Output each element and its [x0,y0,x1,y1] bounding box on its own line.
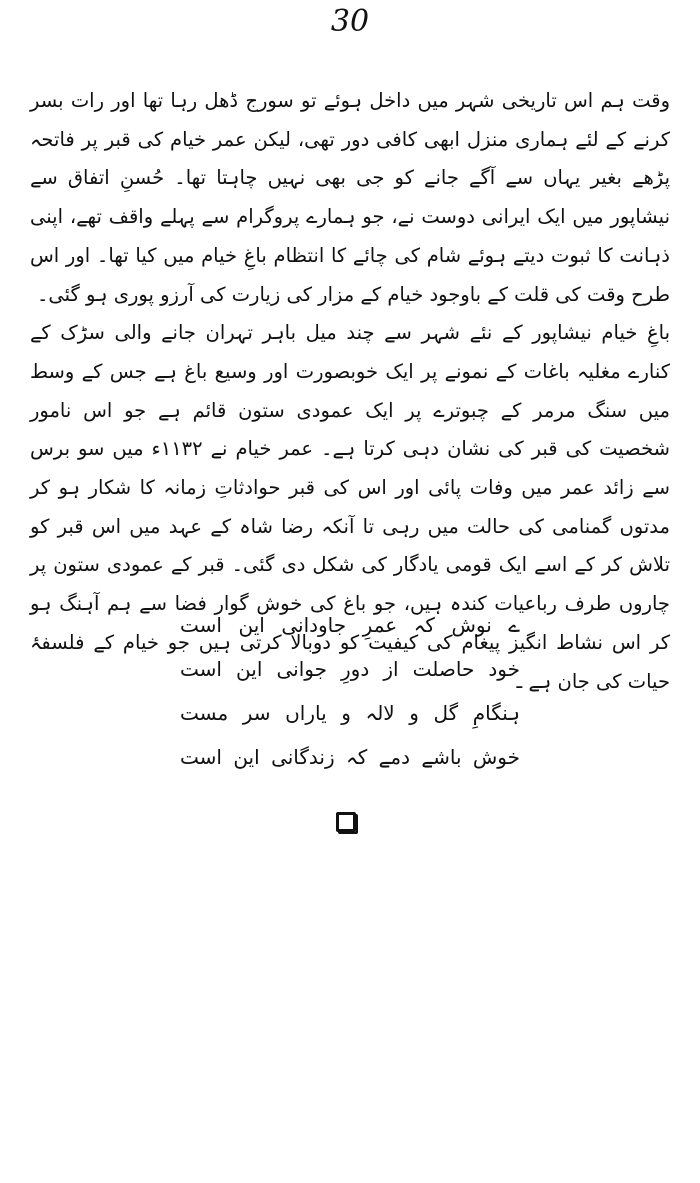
verse-line-1: ے نوش کہ عمرِ جاودانی این است [180,613,520,637]
page-number: 30 [330,4,370,39]
verse-line-3: ہنگامِ گل و لالہ و یاراں سر مست [180,701,520,725]
verse-line-4: خوش باشے دمے کہ زندگانی این است [180,745,520,769]
paragraph-2: باغِ خیام نیشاپور کے نئے شہر سے چند میل باہر تہران جانے والی سڑک کے کنارے مغلیہ باغات کے نمونے پر ایک خوبصورت اور وسیع باغ ہے جس کے وسط میں سنگ مرمر کے چبوترے پر ایک عمودی ستون قائم ہے جو اس نامور شخصیت کی قبر کی نشان دہی کرتا ہے۔ عمر خیام نے ۱۱۳۲ء میں سو برس سے زائد عمر میں وفات پائی اور اس کی قبر حوادثاتِ زمانہ کا شکار ہو کر مدتوں گمنامی کی حالت میں رہی تا آنکہ رضا شاہ کے عہد میں اس قبر کو تلاش کر کے اسے ایک قومی یادگار کی شکل دی گئی۔ قبر کے عمودی ستون پر چاروں طرف رباعیات کندہ ہیں، جو باغ کی خوش گوار فضا سے ہم آہنگ ہو کر اس نشاط انگیز پیغام کی کیفیت کو دوبالا کرتی ہیں جو خیام کے فلسفۂ حیات کی جان ہے ـ [30,321,671,693]
paragraph-1: وقت ہم اس تاریخی شہر میں داخل ہوئے تو سورج ڈھل رہا تھا اور رات بسر کرنے کے لئے ہماری منزل ابھی کافی دور تھی، لیکن عمر خیام کی قبر پر فاتحہ پڑھے بغیر یہاں سے آگے جانے کو جی بھی نہیں چاہتا تھا۔ حُسنِ اتفاق سے نیشاپور میں ایک ایرانی دوست نے، جو ہمارے پروگرام سے پہلے واقف تھے، اپنی ذہانت کا ثبوت دیتے ہوئے شام کی چائے کا انتظام باغِ خیام میں کیا تھا۔ اور اس طرح وقت کی قلت کے باوجود خیام کے مزار کی زیارت کی آرزو پوری ہو گئی۔ [30,89,670,306]
quatrain [180,603,520,779]
section-end-square-icon [336,812,356,832]
verse-line-2: خود حاصلت از دورِ جوانی این است [180,657,520,681]
